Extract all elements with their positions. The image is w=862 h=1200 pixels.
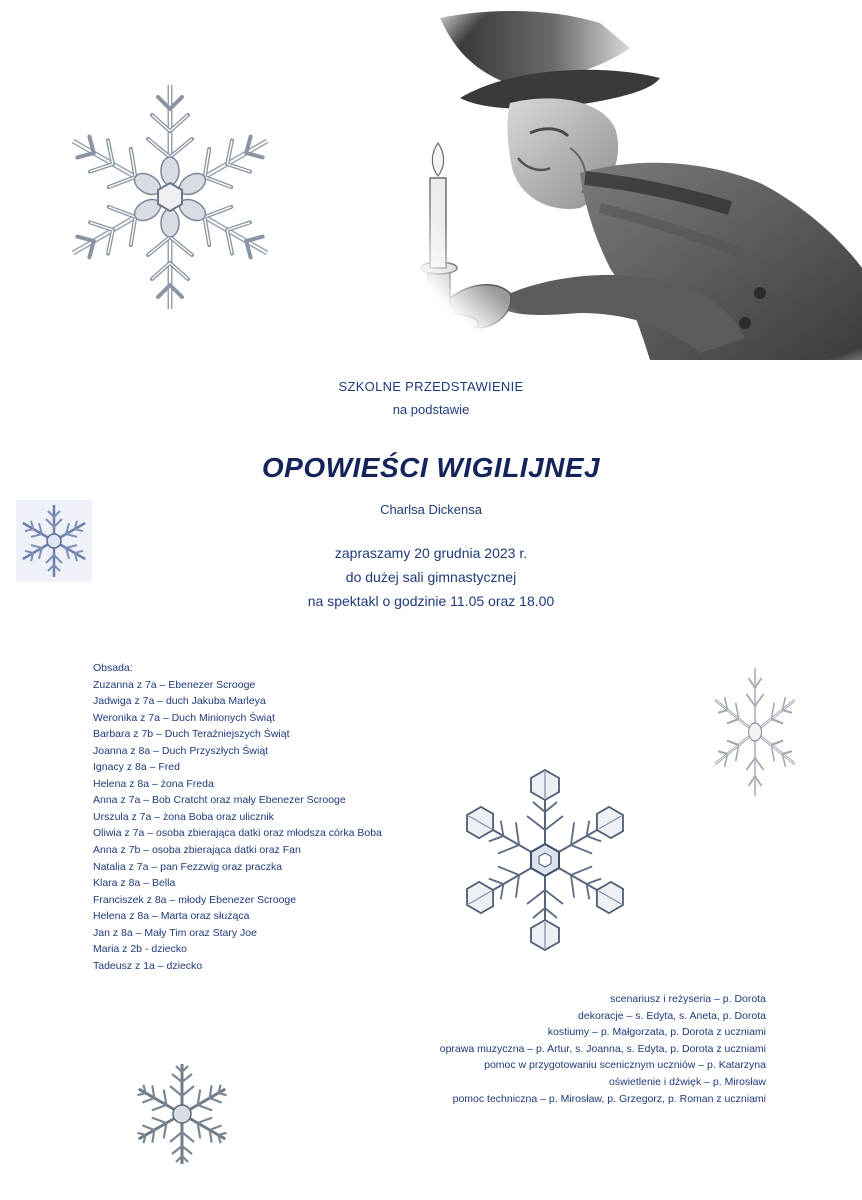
- cast-item: Helena z 8a – żona Freda: [93, 777, 214, 790]
- cast-item: Urszula z 7a – żona Boba oraz ulicznik: [93, 810, 274, 823]
- snowflake-icon: [705, 660, 805, 805]
- crew-item: kostiumy – p. Małgorzata, p. Dorota z uczniami: [547, 1026, 766, 1039]
- crew-item: scenariusz i reżyseria – p. Dorota: [610, 993, 766, 1005]
- cast-item: Joanna z 8a – Duch Przyszłych Świąt: [93, 744, 269, 757]
- play-title: OPOWIEŚCI WIGILIJNEJ: [261, 452, 601, 483]
- cast-item: Anna z 7a – Bob Cratcht oraz mały Ebenezer Scrooge: [93, 794, 346, 807]
- cast-item: Natalia z 7a – pan Fezzwig oraz praczka: [93, 860, 283, 873]
- cast-item: Maria z 2b - dziecko: [93, 943, 187, 956]
- cast-item: Helena z 8a – Marta oraz służąca: [93, 910, 250, 923]
- crew-item: oprawa muzyczna – p. Artur, s. Joanna, s. Edyta, p. Dorota z uczniami: [439, 1042, 766, 1055]
- cast-list: [93, 660, 382, 974]
- cast-item: Tadeusz z 1a – dziecko: [93, 959, 203, 972]
- cast-item: Jadwiga z 7a – duch Jakuba Marleya: [93, 695, 266, 708]
- scrooge-with-candle-illustration: [400, 8, 862, 360]
- cast-item: Franciszek z 8a – młody Ebenezer Scrooge: [93, 893, 297, 906]
- snowflake-icon: [460, 768, 630, 953]
- invitation-time: na spektakl o godzinie 11.05 oraz 18.00: [307, 593, 555, 609]
- crew-item: dekoracje – s. Edyta, s. Aneta, p. Dorota: [578, 1009, 766, 1022]
- cast-item: Klara z 8a – Bella: [93, 877, 176, 890]
- crew-item: pomoc w przygotowaniu scenicznym uczniów – p. Katarzyna: [484, 1059, 766, 1072]
- cast-item: Zuzanna z 7a – Ebenezer Scrooge: [93, 678, 256, 691]
- crew-list: [440, 991, 766, 1107]
- subtitle-school-play: SZKOLNE PRZEDSTAWIENIE: [338, 379, 524, 394]
- author-name: Charlsa Dickensa: [380, 502, 482, 517]
- crew-item: pomoc techniczna – p. Mirosław, p. Grzegorz, p. Roman z uczniami: [452, 1092, 766, 1105]
- invitation-place: do dużej sali gimnastycznej: [345, 569, 517, 585]
- cast-item: Anna z 7b – osoba zbierająca datki oraz Fan: [93, 844, 301, 857]
- cast-item: Barbara z 7b – Duch Teraźniejszych Świąt: [93, 728, 290, 741]
- invitation-date: zapraszamy 20 grudnia 2023 r.: [334, 545, 528, 561]
- cast-heading: Obsada:: [93, 662, 133, 674]
- crew-item: oświetlenie i dźwięk – p. Mirosław: [609, 1075, 766, 1088]
- snowflake-icon: [60, 75, 280, 320]
- cast-item: Oliwia z 7a – osoba zbierająca datki oraz młodsza córka Boba: [93, 827, 382, 840]
- snowflake-icon: [130, 1058, 234, 1170]
- subtitle-based-on: na podstawie: [392, 402, 470, 417]
- cast-item: Weronika z 7a – Duch Minionych Świąt: [93, 711, 275, 724]
- cast-item: Jan z 8a – Mały Tim oraz Stary Joe: [93, 926, 257, 939]
- cast-item: Ignacy z 8a – Fred: [93, 761, 180, 774]
